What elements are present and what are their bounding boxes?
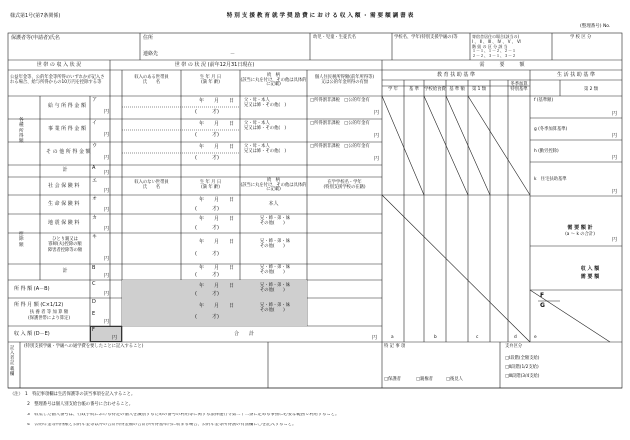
col-type1: 第 1 類 — [471, 87, 487, 92]
division-3[interactable]: □Ⅲ段階(3/4支給) — [505, 374, 540, 379]
relation: 兄・姉・弟・妹 その他( ) — [260, 265, 291, 275]
demand-item-g-unit: 円 — [612, 133, 618, 139]
demand-total-note: (a ～ k の合計) — [565, 232, 595, 237]
footnote-4: 4 公的年金等所得額と公的年金等以外の合計所得金額の合計が所得基準内に収まる場合、公的年金等所得割の有無欄に〇を記入すること。 — [10, 423, 297, 427]
reference-number: (整理番号) No. — [580, 24, 611, 29]
row-mark: イ — [92, 120, 98, 126]
age: ( 才) — [195, 314, 219, 320]
relation: 父・母・本人 兄又は姉・その他( ) — [244, 98, 287, 108]
col-birth-2: 生 年 月 日 (満 年 齢) — [199, 180, 222, 190]
total-income-unit: 円 — [112, 335, 118, 341]
contact-dash: － — [230, 51, 236, 57]
birth-date: 年 月 日 — [199, 216, 235, 222]
address-label: 住所 — [143, 35, 154, 41]
student-name-label: 幼児・児童・生徒氏名 — [313, 35, 356, 40]
birth-date: 年 月 日 — [199, 303, 235, 309]
relation: 父・母・本人 兄又は姉・その他( ) — [244, 144, 287, 154]
check-guardian-legal[interactable]: □後見人 — [446, 377, 463, 382]
demand-header: 需 要 額 — [479, 62, 525, 68]
col-type2: 第 2 類 — [583, 87, 599, 92]
birth-date: 年 月 日 — [199, 239, 235, 245]
row-mark: ウ — [92, 143, 98, 149]
total-income-label: 収 入 額 (D－E) — [14, 331, 50, 337]
row-mark: カ — [92, 215, 98, 221]
footnote-2: 2 整理番号は個人別支給台帳の番号に合わせること。 — [10, 402, 134, 407]
notes-instruction: (特別支援学級・学級への通学費を要したことに記入すること) — [24, 344, 144, 349]
form-title: 特 別 支 援 教 育 就 学 奨 励 費 に お け る 収 入 額 ・ 需 要 額 調 書 表 — [226, 13, 414, 19]
relation: 父・母・本人 兄又は姉・その他( ) — [244, 121, 287, 131]
demand-sub1: 教 育 扶 助 基 準 — [437, 72, 475, 78]
relation: 兄・姉・弟・妹 その他( ) — [260, 239, 291, 249]
age: ( 才) — [195, 206, 219, 212]
income-total-unit: 円 — [104, 291, 110, 297]
row-mark: B — [92, 265, 96, 271]
relation: 兄・姉・弟・妹 その他( ) — [260, 303, 291, 313]
row-unit: 円 — [104, 188, 110, 194]
tax-yen: 円 — [374, 110, 380, 116]
row-mark: キ — [92, 234, 98, 240]
col-birth: 生 年 月 日 (満 年 齢) — [199, 75, 222, 85]
relation: 兄・姉・弟・妹 その他( ) — [260, 283, 291, 293]
row-mark: オ — [92, 196, 98, 202]
footnote-1: （注） 1 特記事項欄は生活保護等の該当事項を記入すること。 — [10, 392, 136, 397]
row-label: 社 会 保 険 料 — [48, 183, 80, 189]
col-income-member: 収入のある世帯員 氏 名 — [134, 75, 169, 85]
row-mark: A — [92, 165, 96, 171]
age: ( 才) — [195, 109, 219, 115]
birth-date: 年 月 日 — [199, 144, 235, 150]
row-unit: 円 — [104, 226, 110, 232]
demand-total-label: 需 要 額 計 — [567, 225, 593, 231]
row-mark: ア — [92, 97, 98, 103]
check-guardian[interactable]: □保護者 — [384, 377, 401, 382]
tax-yen: 円 — [374, 156, 380, 162]
row-unit: 円 — [104, 132, 110, 138]
row-unit: 円 — [104, 273, 110, 279]
check-parent[interactable]: □親権者 — [416, 377, 433, 382]
col-lunch: 学校給食費 — [424, 87, 446, 92]
demand-item-h-unit: 円 — [612, 155, 618, 161]
demand-item-k-unit: 円 — [612, 189, 618, 195]
income-total-label: 所 得 額 (A－B) — [14, 286, 50, 292]
birth-date: 年 月 日 — [199, 283, 235, 289]
total-income-mark: F — [92, 327, 95, 333]
ratio-g: G — [540, 302, 545, 309]
income-monthly-label: 所 得 月 額 (C×1/12) — [14, 302, 64, 308]
demand-col-a: a — [391, 335, 394, 340]
age: ( 才) — [195, 225, 219, 231]
row-label: ひとり親又は 寡婦(夫)控除の額 障害者控除等の額 — [47, 237, 83, 253]
support-label: 扶 養 者 等 加 算 額 (保護世帯により算定) — [27, 310, 71, 321]
col-tax: 個人住民税所得額(前年所得等) 又は公的年金所得の有無 — [314, 75, 375, 85]
tax-status: □所得割非課税 □公的年金有 — [310, 98, 370, 103]
dormitory-label: 寄宿舎居住の場合(該当の) Ⅰ 、 Ⅱ 、 Ⅲ 、 Ⅳ 、 Ⅴ 、 Ⅵ 階 級 の 区 分 該 当 １－１、１－２、２－１ ２－２、３－１、３－２ — [472, 34, 521, 59]
col-standard-amount: 基 準 額 — [449, 87, 465, 92]
demand-item-f: f (基準額) — [534, 98, 554, 103]
demand-total-unit: 円 — [612, 237, 618, 243]
demand-col-e: e — [534, 335, 537, 340]
income-total-mark: C — [92, 281, 96, 287]
row-label: 計 — [62, 167, 68, 173]
relation: 兄・姉・弟・妹 その他( ) — [260, 216, 291, 226]
demand-item-h: h (勤労控除) — [534, 149, 559, 154]
division-title: 支弁区分 — [505, 344, 523, 349]
income-monthly-mark: D — [92, 299, 96, 305]
demand-sub2: 生 活 扶 助 基 準 — [557, 72, 595, 78]
row-label: 計 — [62, 268, 68, 274]
birth-date: 年 月 日 — [199, 265, 235, 271]
row-unit: 円 — [104, 109, 110, 115]
age: ( 才) — [195, 272, 219, 278]
age: ( 才) — [195, 291, 219, 297]
vertical-label-income: 各種所得額 — [19, 118, 24, 145]
contact-label: 連絡先 — [143, 51, 159, 57]
col-standard: 基 準 — [409, 87, 419, 92]
row-unit: 円 — [104, 256, 110, 262]
guardian-name-label: 保護者等(申請者)氏名 — [11, 35, 60, 41]
birth-date: 年 月 日 — [199, 98, 235, 104]
demand-item-f-unit: 円 — [612, 111, 618, 117]
tax-yen: 円 — [374, 133, 380, 139]
form-number: 様式第1号(第7条関係) — [10, 13, 61, 19]
notes-vertical-label: 記 入 者 記 載 欄 — [10, 346, 15, 377]
income-monthly-unit: 円 — [104, 319, 110, 325]
col-relation-2: 続 柄 (該当に丸を付け、その他は具体的に記載) — [240, 178, 307, 192]
col-member-no-income: 収入のない世帯員 氏 名 — [134, 180, 169, 190]
col-winter: 冬季加算 特別基準 — [510, 82, 528, 92]
demand-item-k: k 住宅扶助基準 — [534, 177, 567, 182]
division-2[interactable]: □Ⅱ段階(1/2支給) — [505, 365, 539, 370]
footnote-3: 3 収集した個人番号は、行政手続における特定の個人を識別するための番号の利用等に関する法律施行令第二十二条に定める事務に必要な範囲で利用すること。 — [10, 413, 340, 417]
birth-date: 年 月 日 — [199, 197, 235, 203]
division-1[interactable]: □Ⅰ段階(全額支給) — [505, 356, 540, 361]
grand-total-unit: 円 — [372, 335, 378, 341]
row-label: 事 業 所 得 金 額 — [48, 126, 86, 132]
row-label: 地 震 保 険 料 — [48, 220, 80, 226]
support-mark: E — [92, 311, 96, 317]
demand-item-g: g (冬季加算基準) — [534, 127, 568, 132]
school-grade-label: 学校名、学年(特別支援学級の)等 — [394, 35, 458, 40]
demand-col-c: c — [476, 335, 479, 340]
income-note: 公益年金等、公的年金等所得のいずれかが記入される場合、給与所得からの10万円を控除する等 — [10, 75, 105, 85]
demand-col-b: b — [434, 335, 437, 340]
grand-total-label: 合 計 — [233, 331, 254, 337]
tax-status: □所得割非課税 □公的年金有 — [310, 144, 370, 149]
ratio-f: F — [540, 292, 545, 299]
row-label: 生 命 保 険 料 — [48, 201, 80, 207]
income-header: 世 帯 の 収 入 状 況 — [36, 62, 82, 68]
row-unit: 円 — [104, 170, 110, 176]
member-header: 世 帯 の 状 況 (前年12月31日現在) — [174, 62, 255, 68]
age: ( 才) — [195, 251, 219, 257]
vertical-label-deduct: 控除額 — [19, 232, 24, 248]
col-school: 在学学校名・学年 (特別支援学校の在籍) — [323, 180, 366, 190]
birth-date: 年 月 日 — [199, 121, 235, 127]
row-label: 給 与 所 得 金 額 — [48, 103, 86, 109]
school-memo-label: 特 記 事 項 — [384, 344, 406, 349]
row-unit: 円 — [104, 155, 110, 161]
row-unit: 円 — [104, 207, 110, 213]
tax-status: □所得割非課税 □公的年金有 — [310, 121, 370, 126]
demand-col-d: d — [514, 335, 517, 340]
col-relation: 続 柄 (該当に丸を付け、その他は具体的に記載) — [240, 73, 307, 87]
col-grade: 学 年 — [388, 87, 398, 92]
school-division-label: 学 校 区 分 — [570, 35, 592, 40]
row-mark: エ — [92, 178, 98, 184]
age: ( 才) — [195, 132, 219, 138]
ratio-label: 収 入 額 需 要 額 — [580, 266, 600, 280]
relation-self: 本人 — [268, 201, 279, 207]
row-label: そ の 他 所 得 金 額 — [46, 149, 91, 155]
age: ( 才) — [195, 155, 219, 161]
